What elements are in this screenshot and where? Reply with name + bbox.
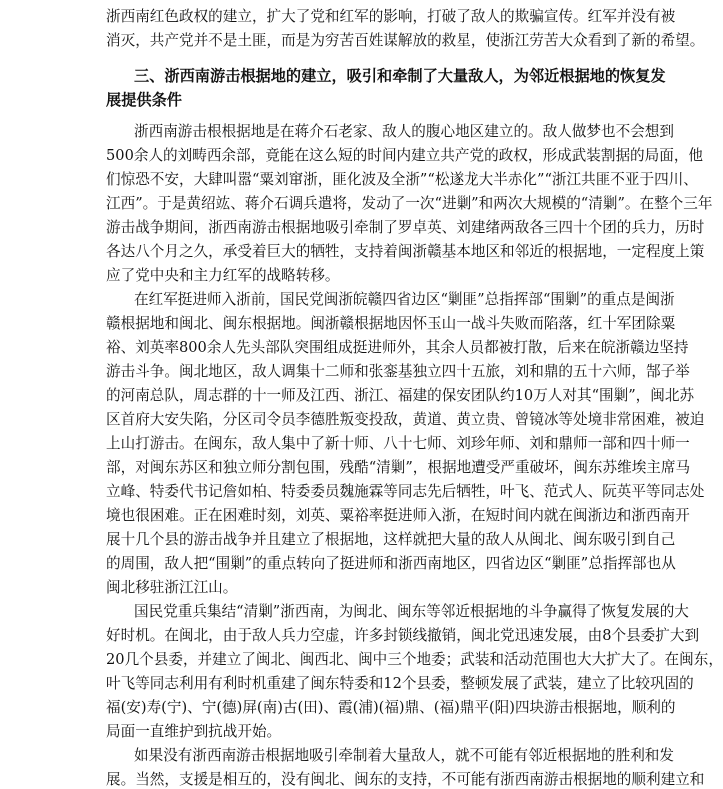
text-line: 的河南总队，周志群的十一师及江西、浙江、福建的保安团队约10万人对其“围剿”，闽北苏	[106, 387, 695, 404]
text-line: 裕、刘英率800余人先头部队突围组成挺进师外，其余人员都被打散，后来在皖浙赣边坚持	[106, 339, 689, 356]
text-line: 浙西南红色政权的建立，扩大了党和红军的影响，打破了敌人的欺骗宣传。红军并没有被	[106, 8, 676, 25]
text-line: 部，对闽东苏区和独立师分割包围，残酷“清剿”，根据地遭受严重破坏，闽东苏维埃主席马	[106, 459, 691, 476]
text-line: 福(安)寿(宁)、宁(德)屏(南)古(田)、霞(浦)(福)鼎、(福)鼎平(阳)四块游击根据地，顺利的	[106, 699, 676, 716]
text-line: 应了党中央和主力红军的战略转移。	[106, 267, 340, 284]
text-line: 游击斗争。闽北地区，敌人调集十二师和张銮基独立四十五旅，刘和鼎的五十六师，郜子举	[106, 363, 690, 380]
text-line: 们惊恐不安，大肆叫嚣“粟刘窜浙，匪化波及全浙”“松遂龙大半赤化”“浙江共匪不亚于四川、	[106, 171, 698, 188]
text-line: 如果没有浙西南游击根据地吸引牵制着大量敌人，就不可能有邻近根据地的胜利和发	[134, 747, 674, 764]
text-line: 赣根据地和闽北、闽东根据地。闽浙赣根据地因怀玉山一战斗失败而陷落，红十军团除粟	[106, 315, 676, 332]
text-line: 消灭，共产党并不是土匪，而是为穷苦百姓谋解放的救星，使浙江劳苦大众看到了新的希望。	[106, 32, 705, 49]
text-line: 的周围，敌人把“围剿”的重点转向了挺进师和浙西南地区，四省边区“剿匪”总指挥部也从	[106, 555, 676, 572]
text-line: 区首府大安失陷，分区司令员李德胜叛变投敌，黄道、黄立贵、曾镜冰等处境非常困难，被迫	[106, 411, 705, 428]
text-line: 立峰、特委代书记詹如柏、特委委员魏施霖等同志先后牺牲，叶飞、范式人、阮英平等同志处	[106, 483, 705, 500]
text-line: 境也很困难。正在困难时刻，刘英、粟裕率挺进师入浙，在短时间内就在闽浙边和浙西南开	[106, 507, 690, 524]
text-line: 在红军挺进师入浙前，国民党闽浙皖赣四省边区“剿匪”总指挥部“围剿”的重点是闽浙	[134, 291, 675, 308]
text-line: 展十几个县的游击战争并且建立了根据地，这样就把大量的敌人从闽北、闽东吸引到自己	[106, 531, 676, 548]
text-line: 好时机。在闽北，由于敌人兵力空虚，许多封锁线撤销，闽北党迅速发展，由8个县委扩大到	[106, 627, 700, 644]
text-line: 局面一直维护到抗战开始。	[106, 723, 282, 740]
text-line: 国民党重兵集结“清剿”浙西南，为闽北、闽东等邻近根据地的斗争赢得了恢复发展的大	[134, 603, 689, 620]
text-line: 叶飞等同志利用有利时机重建了闽东特委和12个县委，整顿发展了武装，建立了比较巩固的	[106, 675, 694, 692]
section-heading-line: 三、浙西南游击根据地的建立，吸引和牵制了大量敌人，为邻近根据地的恢复发	[134, 67, 666, 85]
text-line: 各达八个月之久，承受着巨大的牺牲，支持着闽浙赣基本地区和邻近的根据地，一定程度上策	[106, 243, 705, 260]
text-line: 展。当然，支援是相互的，没有闽北、闽东的支持，不可能有浙西南游击根据地的顺利建立和	[106, 771, 705, 788]
text-line: 上山打游击。在闽东，敌人集中了新十师、八十七师、刘珍年师、刘和鼎师一部和四十师一	[106, 435, 690, 452]
text-line: 20几个县委，并建立了闽北、闽西北、闽中三个地委；武装和活动范围也大大扩大了。在闽东，	[106, 651, 723, 668]
text-line: 江西”。于是黄绍竑、蒋介石调兵遣将，发动了一次“进剿”和两次大规模的“清剿”。在整个三年	[106, 195, 713, 212]
text-line: 500余人的刘畴西余部，竟能在这么短的时间内建立共产党的政权，形成武装割据的局面，他	[106, 147, 704, 164]
text-line: 游击战争期间，浙西南游击根据地吸引牵制了罗卓英、刘建绪两敌各三四十个团的兵力，历时	[106, 219, 705, 236]
text-line: 闽北移驻浙江江山。	[106, 579, 238, 596]
section-heading-line: 展提供条件	[106, 91, 182, 109]
text-line: 浙西南游击根根据地是在蒋介石老家、敌人的腹心地区建立的。敌人做梦也不会想到	[134, 123, 674, 140]
